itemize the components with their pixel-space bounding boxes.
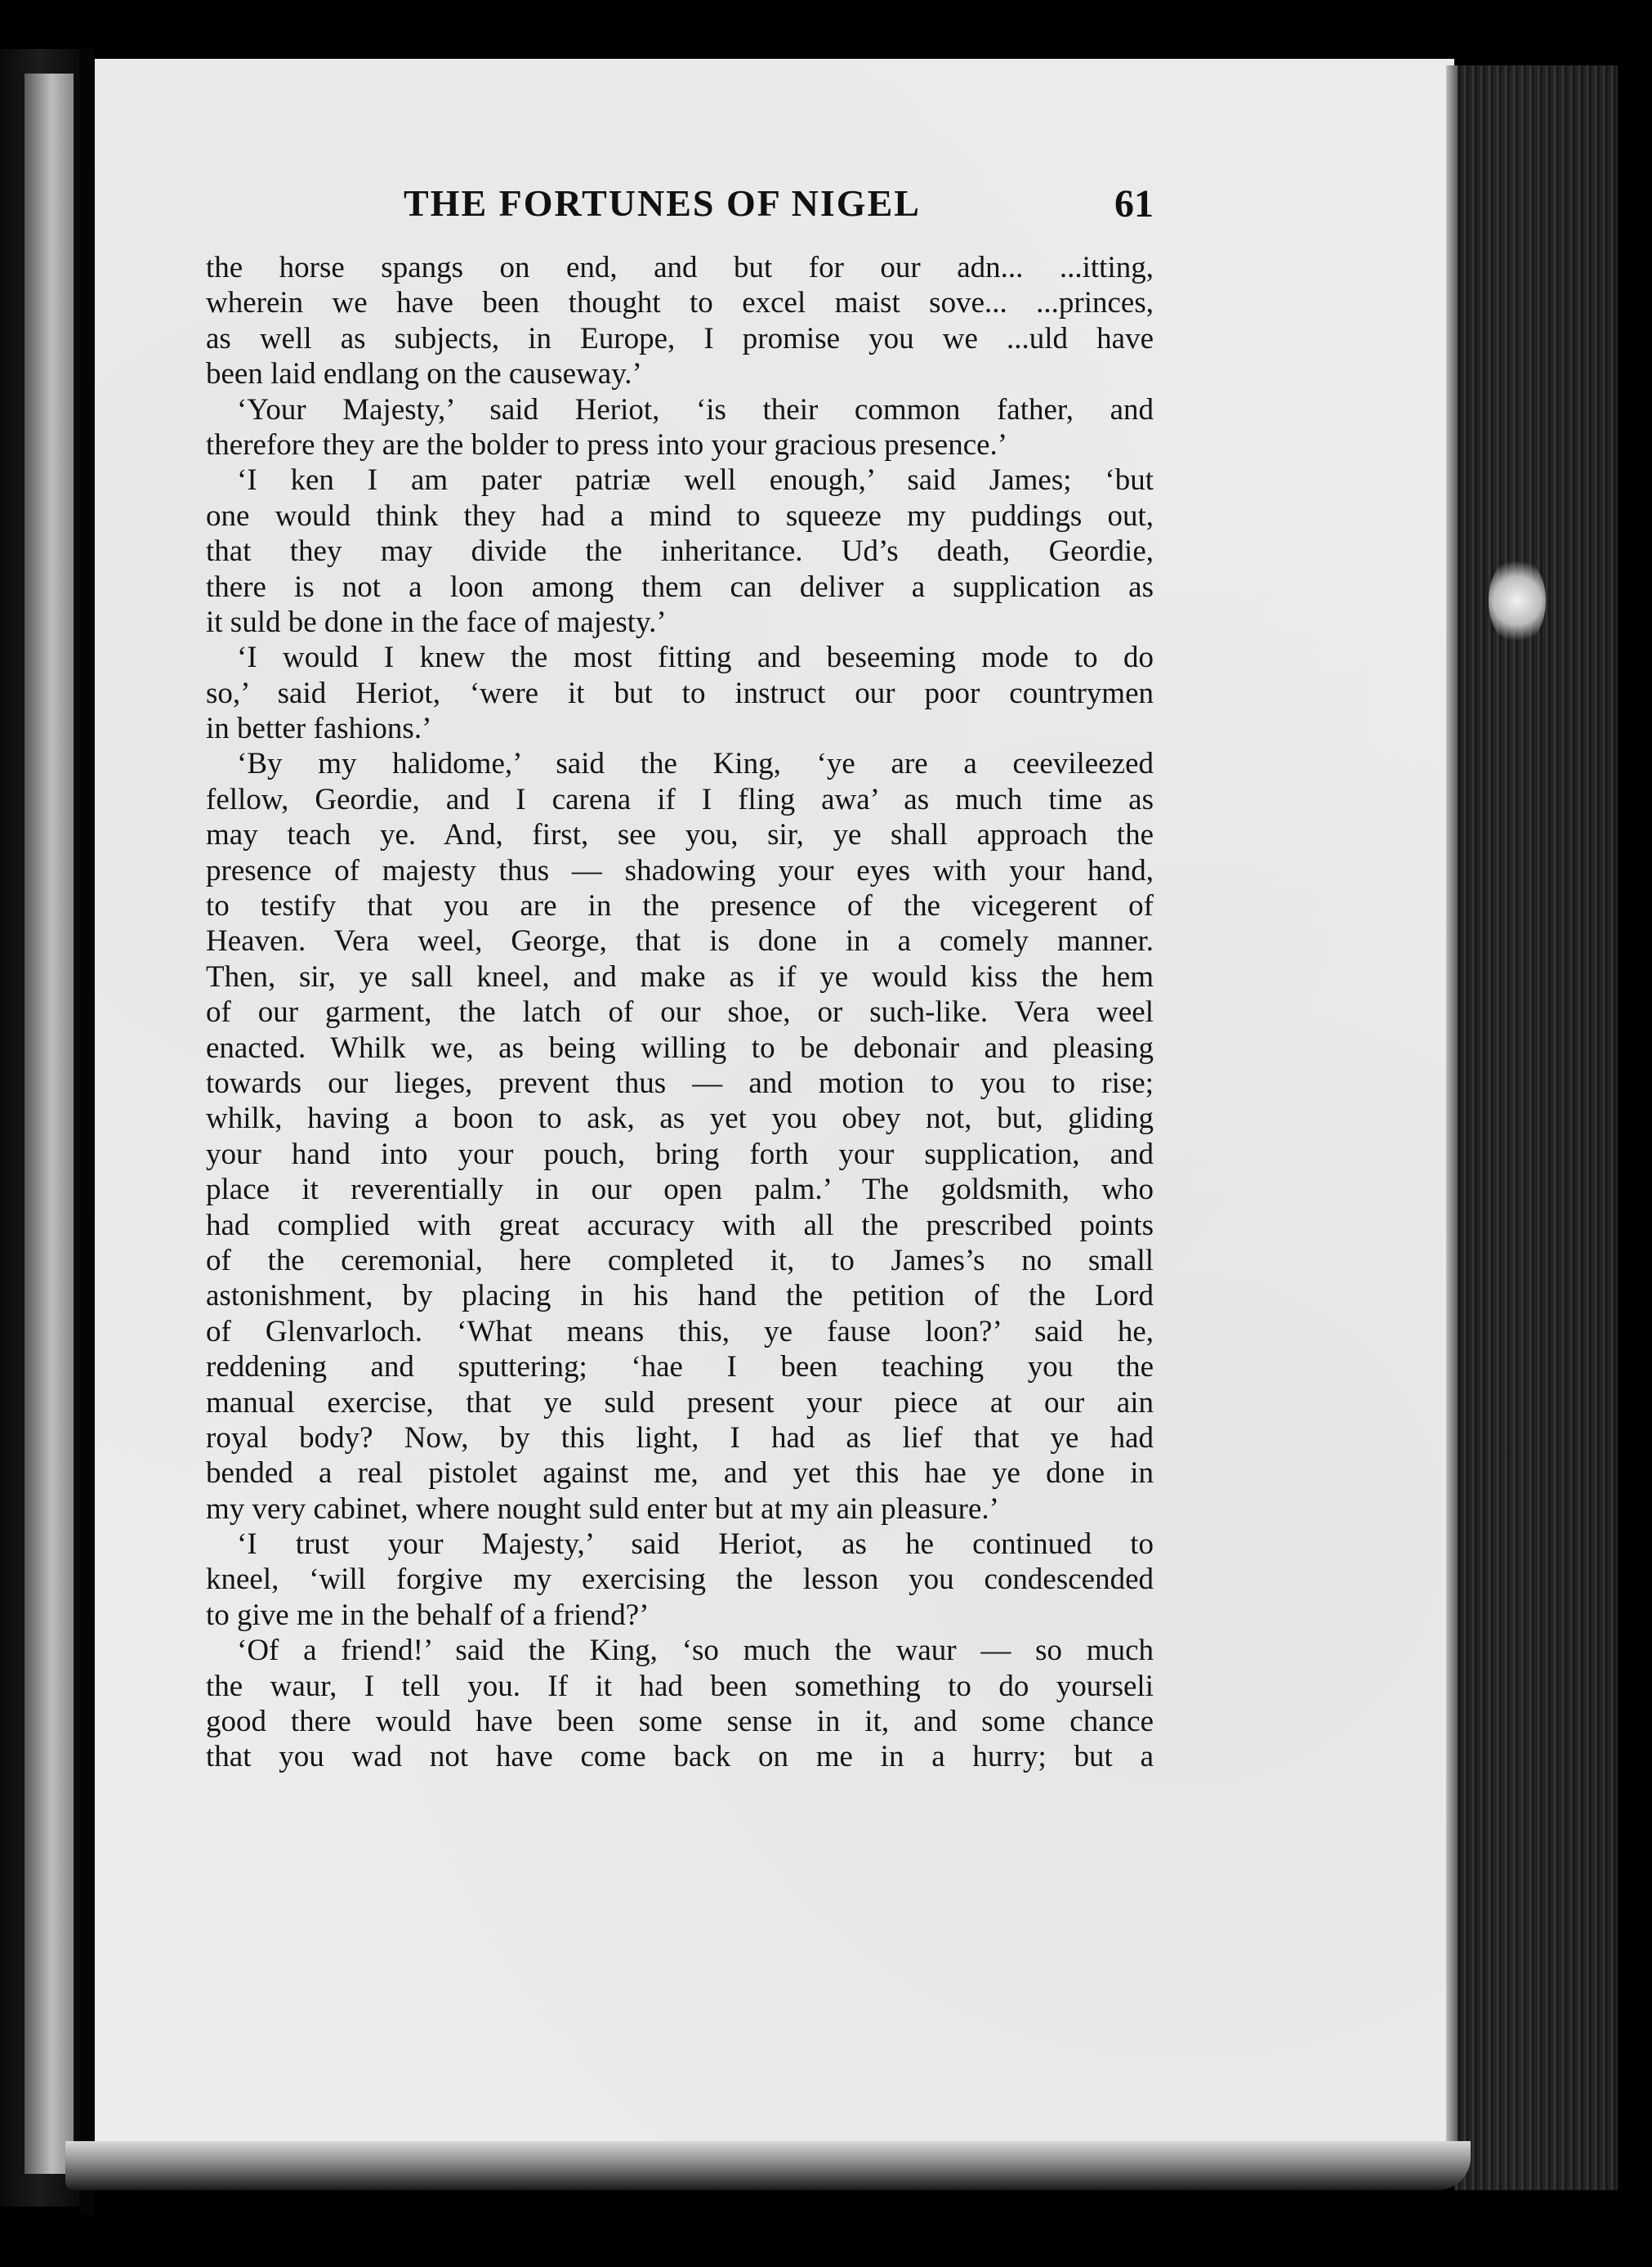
text-line: bended a real pistolet against me, and yet this hae ye done in <box>206 1456 1154 1491</box>
text-line: that they may divide the inheritance. Ud’s death, Geordie, <box>206 534 1154 569</box>
text-line: had complied with great accuracy with all the prescribed points <box>206 1208 1154 1242</box>
text-line: reddening and sputtering; ‘hae I been teaching you the <box>206 1350 1154 1384</box>
text-line: so,’ said Heriot, ‘were it but to instruct our poor countrymen <box>206 676 1154 710</box>
text-line: in better fashions.’ <box>206 712 432 746</box>
text-line: whilk, having a boon to ask, as yet you obey not, but, gliding <box>206 1102 1154 1136</box>
text-line: ‘I would I knew the most fitting and beseeming mode to do <box>237 641 1154 675</box>
text-line: manual exercise, that ye suld present your piece at our ain <box>206 1385 1154 1420</box>
text-line: of the ceremonial, here completed it, to James’s no small <box>206 1243 1154 1277</box>
previous-page-sliver <box>25 74 74 2174</box>
text-line: ‘Your Majesty,’ said Heriot, ‘is their common father, and <box>237 392 1154 427</box>
text-line: fellow, Geordie, and I carena if I fling awa’ as much time as <box>206 782 1154 816</box>
text-line: enacted. Whilk we, as being willing to be debonair and pleasing <box>206 1031 1154 1065</box>
text-line: ‘By my halidome,’ said the King, ‘ye are a ceevileezed <box>237 747 1154 781</box>
book-gutter <box>80 49 95 2215</box>
text-line: my very cabinet, where nought suld enter but at my ain pleasure.’ <box>206 1491 999 1526</box>
text-line: your hand into your pouch, bring forth your supplication, and <box>206 1137 1154 1171</box>
text-line: it suld be done in the face of majesty.’ <box>206 605 667 639</box>
running-head: THE FORTUNES OF NIGEL <box>404 182 921 224</box>
text-line: astonishment, by placing in his hand the petition of the Lord <box>206 1279 1154 1313</box>
text-line: kneel, ‘will forgive my exercising the lesson you condescended <box>206 1563 1154 1597</box>
body-text <box>206 250 1154 1775</box>
text-line: royal body? Now, by this light, I had as lief that ye had <box>206 1420 1154 1455</box>
text-line: place it reverentially in our open palm.’ The goldsmith, who <box>206 1173 1154 1207</box>
text-line: of Glenvarloch. ‘What means this, ye fause loon?’ said he, <box>206 1314 1154 1348</box>
text-line: ‘I trust your Majesty,’ said Heriot, as he continued to <box>237 1527 1154 1562</box>
text-line: one would think they had a mind to squeeze my puddings out, <box>206 499 1154 533</box>
page-bottom-edge <box>65 2141 1471 2190</box>
text-line: good there would have been some sense in it, and some chance <box>206 1705 1154 1739</box>
page-number: 61 <box>1114 182 1154 226</box>
text-line: as well as subjects, in Europe, I promise you we ...uld have <box>206 321 1154 355</box>
text-line: of our garment, the latch of our shoe, or such-like. Vera weel <box>206 995 1154 1030</box>
text-line: been laid endlang on the causeway.’ <box>206 357 642 391</box>
page-right-edge <box>1446 65 1458 2182</box>
foxing-spot <box>1489 556 1546 646</box>
text-line: wherein we have been thought to excel maist sove... ...princes, <box>206 286 1154 320</box>
text-line: there is not a loon among them can deliver a supplication as <box>206 570 1154 604</box>
text-line: Heaven. Vera weel, George, that is done in a comely manner. <box>206 924 1154 959</box>
text-line: that you wad not have come back on me in a hurry; but a <box>206 1740 1154 1774</box>
text-line: to testify that you are in the presence of the vicegerent of <box>206 889 1154 923</box>
text-line: ‘Of a friend!’ said the King, ‘so much the waur — so much <box>237 1634 1154 1668</box>
text-line: Then, sir, ye sall kneel, and make as if ye would kiss the hem <box>206 959 1154 994</box>
text-line: the horse spangs on end, and but for our adn... ...itting, <box>206 251 1154 284</box>
page-stack-edge <box>1454 65 1618 2190</box>
text-line: towards our lieges, prevent thus — and motion to you to rise; <box>206 1066 1154 1100</box>
text-line: the waur, I tell you. If it had been something to do yourseli <box>206 1669 1154 1703</box>
text-line: therefore they are the bolder to press into your gracious presence.’ <box>206 427 1008 462</box>
text-line: presence of majesty thus — shadowing your eyes with your hand, <box>206 853 1154 888</box>
text-line: ‘I ken I am pater patriæ well enough,’ said James; ‘but <box>237 463 1154 498</box>
text-line: to give me in the behalf of a friend?’ <box>206 1598 650 1632</box>
text-line: may teach ye. And, first, see you, sir, ye shall approach the <box>206 818 1154 852</box>
